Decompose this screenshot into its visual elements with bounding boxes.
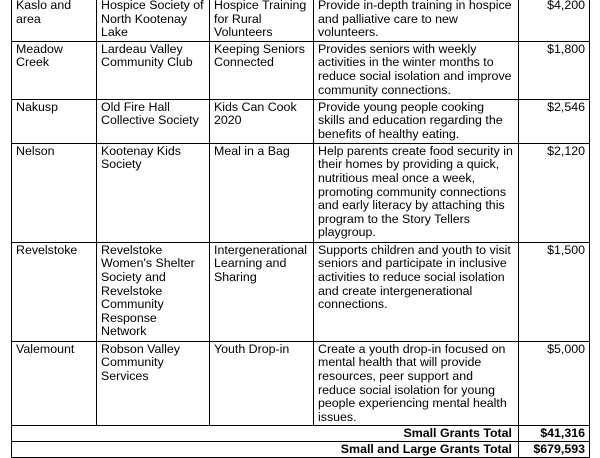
community-cell: Valemount — [12, 341, 97, 426]
organization-cell: Hospice Society of North Kootenay Lake — [97, 0, 210, 41]
organization-cell: Lardeau Valley Community Club — [97, 41, 210, 99]
amount-cell: $1,800 — [519, 41, 590, 99]
description-cell: Provide young people cooking skills and education regarding the benefits of healthy eating. — [314, 99, 519, 143]
table-row — [12, 41, 590, 99]
description-cell: Create a youth drop-in focused on mental health that will provide resources, peer support and reduce social isolation for young people experiencing mental health issues. — [314, 341, 519, 426]
description-cell: Supports children and youth to visit seniors and participate in inclusive activities to reduce social isolation and create intergenerational connections. — [314, 242, 519, 341]
project-cell: Meal in a Bag — [210, 143, 314, 242]
small-grants-total-label: Small Grants Total — [12, 426, 519, 442]
project-cell: Hospice Training for Rural Volunteers — [210, 0, 314, 41]
table-row — [12, 341, 590, 426]
amount-cell: $4,200 — [519, 0, 590, 41]
project-cell: Keeping Seniors Connected — [210, 41, 314, 99]
community-cell: Nakusp — [12, 99, 97, 143]
table-row — [12, 99, 590, 143]
description-cell: Provides seniors with weekly activities in the winter months to reduce social isolation and improve community connections. — [314, 41, 519, 99]
amount-cell: $2,546 — [519, 99, 590, 143]
description-cell: Provide in-depth training in hospice and palliative care to new volunteers. — [314, 0, 519, 41]
community-cell: Nelson — [12, 143, 97, 242]
community-cell: Revelstoke — [12, 242, 97, 341]
description-cell: Help parents create food security in their homes by providing a quick, nutritious meal once a week, promoting community connections and early literacy by attaching this program to the Story Tellers playgroup. — [314, 143, 519, 242]
all-grants-total-row — [12, 442, 590, 458]
organization-cell: Revelstoke Women's Shelter Society and Revelstoke Community Response Network — [97, 242, 210, 341]
organization-cell: Robson Valley Community Services — [97, 341, 210, 426]
amount-cell: $1,500 — [519, 242, 590, 341]
grants-table — [11, 0, 590, 458]
table-row — [12, 143, 590, 242]
table-row — [12, 0, 590, 41]
community-cell: Meadow Creek — [12, 41, 97, 99]
project-cell: Youth Drop-in — [210, 341, 314, 426]
project-cell: Intergenerational Learning and Sharing — [210, 242, 314, 341]
community-cell: Kaslo and area — [12, 0, 97, 41]
amount-cell: $2,120 — [519, 143, 590, 242]
table-row — [12, 242, 590, 341]
organization-cell: Old Fire Hall Collective Society — [97, 99, 210, 143]
project-cell: Kids Can Cook 2020 — [210, 99, 314, 143]
small-grants-total-row — [12, 426, 590, 442]
all-grants-total-value: $679,593 — [519, 442, 590, 458]
amount-cell: $5,000 — [519, 341, 590, 426]
organization-cell: Kootenay Kids Society — [97, 143, 210, 242]
small-grants-total-value: $41,316 — [519, 426, 590, 442]
all-grants-total-label: Small and Large Grants Total — [12, 442, 519, 458]
